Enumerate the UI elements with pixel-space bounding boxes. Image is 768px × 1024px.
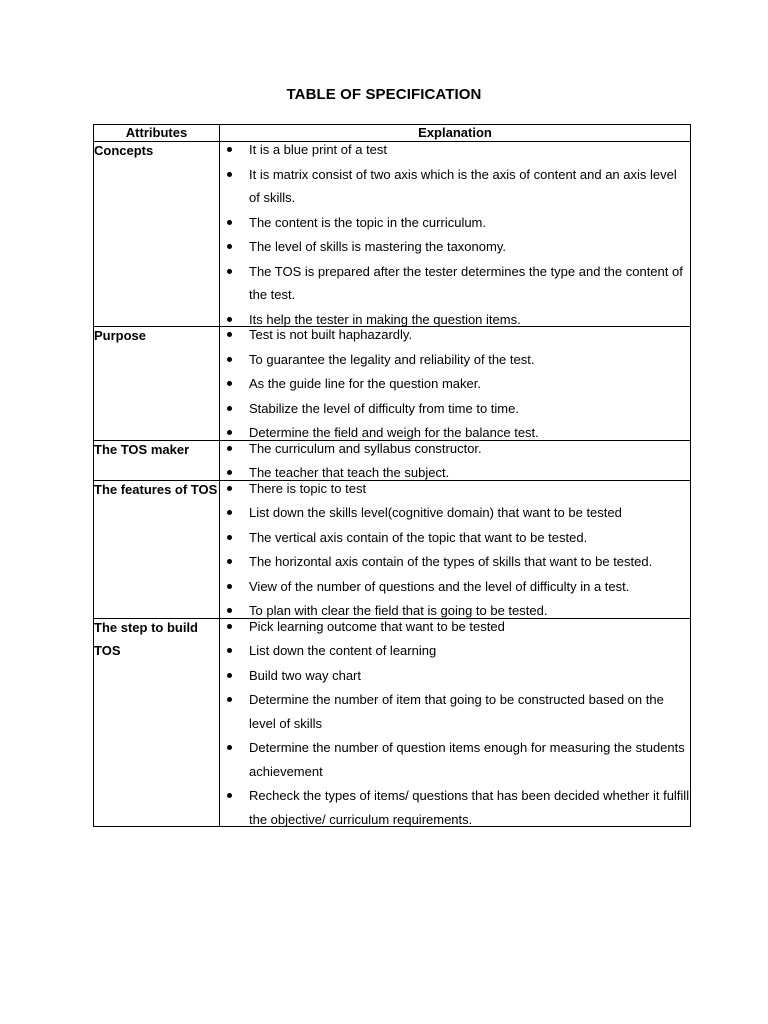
bullet-icon [227, 244, 232, 249]
list-item [220, 372, 690, 396]
list-item [220, 736, 690, 783]
attribute-cell [94, 142, 220, 327]
list-item [220, 664, 690, 688]
bullet-icon [227, 381, 232, 386]
explanation-cell [220, 618, 691, 827]
bullet-icon [227, 510, 232, 515]
bullet-icon [227, 269, 232, 274]
list-item [220, 639, 690, 663]
bullet-icon [227, 673, 232, 678]
list-item-text: Build two way chart [249, 667, 361, 683]
list-item-text: Test is not built haphazardly. [249, 327, 413, 342]
list-item-text: The content is the topic in the curriculum. [249, 214, 487, 230]
list-item [220, 163, 690, 210]
attribute-label: The features of TOS [94, 481, 218, 497]
list-item-text: List down the skills level(cognitive domain) that want to be tested [249, 505, 622, 520]
bullet-icon [227, 793, 232, 798]
list-item-text: List down the content of learning [249, 643, 437, 658]
list-item [220, 348, 690, 372]
explanation-cell [220, 440, 691, 480]
list-item [220, 688, 690, 735]
bullet-list [220, 477, 690, 623]
attribute-label: The step to build TOS [94, 619, 198, 658]
attribute-cell [94, 480, 220, 618]
bullet-icon [227, 446, 232, 451]
document-title: TABLE OF SPECIFICATION [286, 86, 482, 103]
list-item-text: The horizontal axis contain of the types of skills that want to be tested. [249, 554, 653, 569]
bullet-icon [227, 535, 232, 540]
list-item [220, 501, 690, 525]
header-explanation: Explanation [220, 125, 691, 142]
list-item-text: To plan with clear the field that is going to be tested. [249, 603, 548, 618]
bullet-icon [227, 648, 232, 653]
list-item [220, 323, 690, 347]
list-item-text: The level of skills is mastering the taxonomy. [249, 239, 506, 254]
attribute-label: Concepts [94, 143, 154, 158]
bullet-icon [227, 317, 232, 322]
explanation-cell [220, 327, 691, 441]
table-row-steps [94, 618, 691, 827]
bullet-icon [227, 697, 232, 702]
list-item-text: As the guide line for the question maker. [249, 376, 481, 391]
bullet-list [220, 615, 690, 832]
list-item [220, 211, 690, 235]
attribute-label: The TOS maker [94, 441, 190, 457]
list-item [220, 526, 690, 550]
list-item-text: Pick learning outcome that want to be tested [249, 618, 505, 634]
bullet-icon [227, 406, 232, 411]
list-item-text: Its help the tester in making the question items. [249, 311, 521, 327]
attribute-cell [94, 327, 220, 441]
header-attributes: Attributes [94, 125, 220, 142]
table-row-tos-maker [94, 440, 691, 480]
list-item-text: The TOS is prepared after the tester determines the type and the content of the test. [249, 263, 683, 302]
bullet-icon [227, 470, 232, 475]
bullet-icon [227, 357, 232, 362]
bullet-icon [227, 332, 232, 337]
list-item-text: There is topic to test [249, 480, 367, 496]
bullet-icon [227, 584, 232, 589]
list-item [220, 260, 690, 307]
table-row-concepts [94, 142, 691, 327]
attribute-cell [94, 618, 220, 827]
list-item-text: It is matrix consist of two axis which is the axis of content and an axis level of skills. [249, 166, 677, 205]
list-item-text: Determine the field and weigh for the balance test. [249, 425, 539, 440]
bullet-icon [227, 172, 232, 177]
explanation-cell [220, 142, 691, 327]
list-item-text: Stabilize the level of difficulty from time to time. [249, 400, 519, 416]
table-row-features [94, 480, 691, 618]
bullet-icon [227, 486, 232, 491]
list-item [220, 397, 690, 421]
bullet-icon [227, 608, 232, 613]
bullet-list [220, 323, 690, 445]
bullet-icon [227, 147, 232, 152]
bullet-list [220, 138, 690, 331]
list-item [220, 235, 690, 259]
list-item-text: The curriculum and syllabus constructor. [249, 440, 482, 456]
list-item [220, 550, 690, 574]
list-item [220, 615, 690, 639]
table-row-purpose [94, 327, 691, 441]
list-item-text: Determine the number of question items enough for measuring the students achievement [249, 740, 685, 779]
list-item-text: The vertical axis contain of the topic that want to be tested. [249, 529, 588, 545]
bullet-icon [227, 220, 232, 225]
bullet-icon [227, 745, 232, 750]
attribute-label: Purpose [94, 328, 147, 343]
list-item-text: Determine the number of item that going to be constructed based on the level of skills [249, 692, 664, 731]
list-item [220, 437, 690, 461]
list-item-text: To guarantee the legality and reliability of the test. [249, 351, 535, 367]
list-item-text: View of the number of questions and the level of difficulty in a test. [249, 578, 630, 594]
specification-table [93, 124, 691, 827]
list-item-text: The teacher that teach the subject. [249, 465, 450, 480]
list-item-text: It is a blue print of a test [249, 142, 388, 157]
list-item [220, 575, 690, 599]
list-item [220, 477, 690, 501]
list-item [220, 138, 690, 162]
list-item-text: Recheck the types of items/ questions that has been decided whether it fulfill the objective/ curriculum requirements. [249, 788, 690, 827]
attribute-cell [94, 440, 220, 480]
bullet-icon [227, 430, 232, 435]
list-item [220, 784, 690, 831]
bullet-icon [227, 624, 232, 629]
bullet-icon [227, 559, 232, 564]
explanation-cell [220, 480, 691, 618]
